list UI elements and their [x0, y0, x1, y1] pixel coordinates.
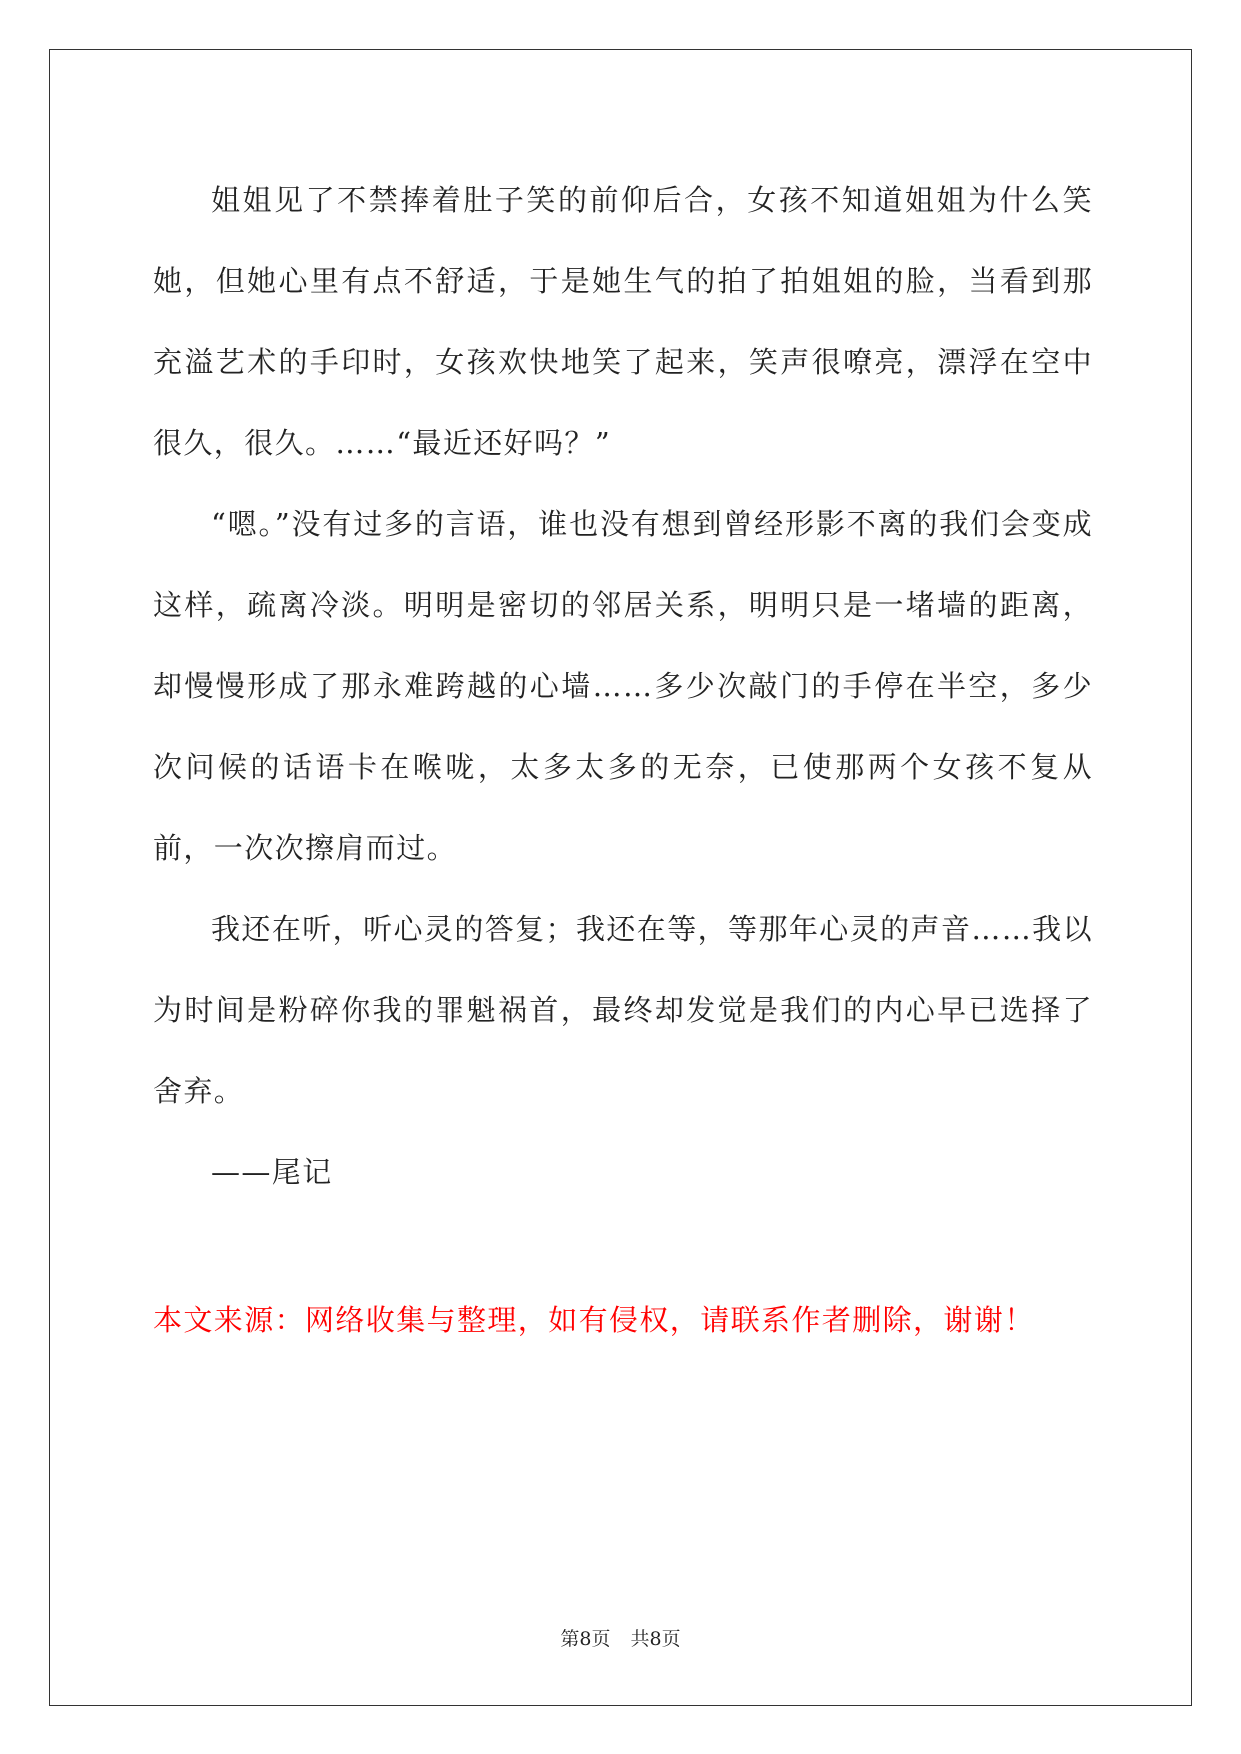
page-footer [0, 1627, 1241, 1651]
paragraph-1: 姐姐见了不禁捧着肚子笑的前仰后合，女孩不知道姐姐为什么笑她，但她心里有点不舒适，于是她生气的拍了拍姐姐的脸，当看到那充溢艺术的手印时，女孩欢快地笑了起来，笑声很嘹亮，漂浮在空中很久，很久。……“最近还好吗？” [153, 183, 1093, 460]
paragraph-2: “嗯。”没有过多的言语，谁也没有想到曾经形影不离的我们会变成这样，疏离冷淡。明明是密切的邻居关系，明明只是一堵墙的距离，却慢慢形成了那永难跨越的心墙……多少次敲门的手停在半空，多少次问候的话语卡在喉咙，太多太多的无奈，已使那两个女孩不复从前，一次次擦肩而过。 [153, 507, 1093, 865]
source-disclaimer: 本文来源：网络收集与整理，如有侵权，请联系作者删除，谢谢！ [153, 1303, 1035, 1337]
paragraph-3: 我还在听，听心灵的答复；我还在等，等那年心灵的声音……我以为时间是粉碎你我的罪魁祸首，最终却发觉是我们的内心早已选择了舍弃。 [153, 912, 1093, 1108]
document-body [153, 160, 1093, 1213]
page-number-current: 第8页 [560, 1628, 611, 1650]
page-number-total: 共8页 [630, 1628, 681, 1650]
afterword-signature: ——尾记 [211, 1155, 333, 1189]
